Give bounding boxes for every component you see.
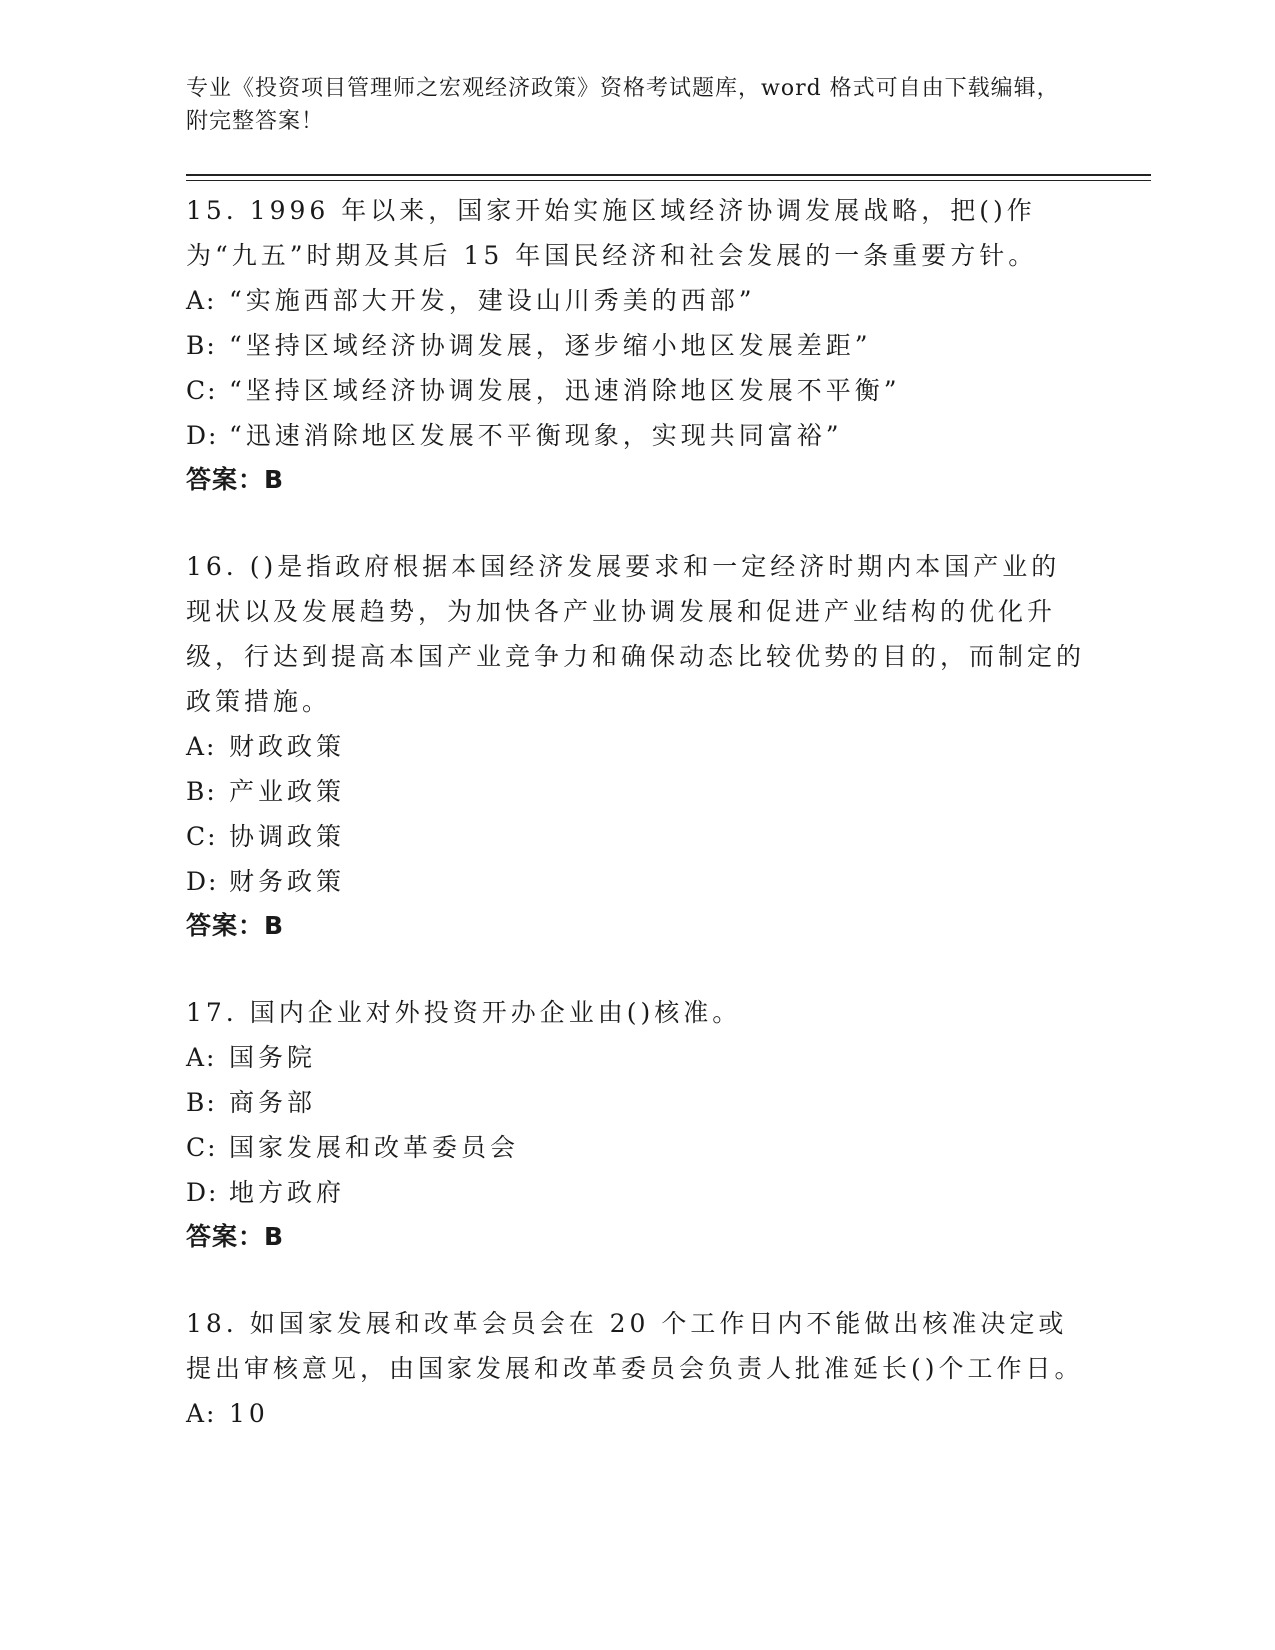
option-letter: C:: [186, 1133, 218, 1162]
option-text: 财务政策: [229, 867, 346, 896]
option-text: “实施西部大开发，建设山川秀美的西部”: [229, 286, 756, 315]
answer-line: 答案：B: [186, 465, 285, 494]
option-text: 商务部: [229, 1088, 317, 1117]
option-letter: D:: [186, 421, 219, 450]
option-text: 地方政府: [229, 1178, 346, 1207]
option-letter: A:: [186, 1399, 217, 1428]
option-letter: C:: [186, 822, 218, 851]
question-16: [186, 544, 1086, 948]
option-text: 10: [229, 1399, 269, 1428]
option-text: “坚持区域经济协调发展，逐步缩小地区发展差距”: [229, 331, 872, 360]
question-15: [186, 188, 1086, 502]
answer-line: 答案：B: [186, 1222, 285, 1251]
header-rule-thick: [186, 174, 1151, 176]
option-d: [186, 1170, 1086, 1215]
option-b: [186, 323, 1086, 368]
option-text: 财政政策: [229, 732, 346, 761]
option-a: [186, 278, 1086, 323]
option-letter: C:: [186, 376, 218, 405]
option-a: [186, 724, 1086, 769]
option-letter: B:: [186, 331, 217, 360]
option-d: [186, 413, 1086, 458]
option-a: [186, 1035, 1086, 1080]
option-c: [186, 814, 1086, 859]
header-rule-thin: [186, 180, 1151, 181]
option-letter: A:: [186, 1043, 217, 1072]
option-letter: D:: [186, 1178, 219, 1207]
question-list: [186, 188, 1086, 1478]
question-stem: 17. 国内企业对外投资开办企业由()核准。: [186, 998, 742, 1027]
option-letter: B:: [186, 1088, 217, 1117]
option-c: [186, 368, 1086, 413]
option-b: [186, 769, 1086, 814]
option-d: [186, 859, 1086, 904]
option-text: 协调政策: [229, 822, 346, 851]
question-17: [186, 990, 1086, 1259]
option-text: “迅速消除地区发展不平衡现象，实现共同富裕”: [229, 421, 843, 450]
question-stem: 15. 1996 年以来，国家开始实施区域经济协调发展战略，把()作为“九五”时期及其后 15 年国民经济和社会发展的一条重要方针。: [186, 196, 1038, 270]
document-header: 专业《投资项目管理师之宏观经济政策》资格考试题库，word 格式可自由下载编辑，附完整答案！: [186, 76, 1060, 134]
option-text: “坚持区域经济协调发展，迅速消除地区发展不平衡”: [229, 376, 901, 405]
question-stem: 16. ()是指政府根据本国经济发展要求和一定经济时期内本国产业的现状以及发展趋势，为加快各产业协调发展和促进产业结构的优化升级，行达到提高本国产业竞争力和确保动态比较优势的目的，而制定的政策措施。: [186, 552, 1086, 716]
option-a: [186, 1391, 1086, 1436]
option-letter: D:: [186, 867, 219, 896]
option-letter: B:: [186, 777, 217, 806]
option-letter: A:: [186, 286, 217, 315]
question-stem: 18. 如国家发展和改革会员会在 20 个工作日内不能做出核准决定或提出审核意见，由国家发展和改革委员会负责人批准延长()个工作日。: [186, 1309, 1084, 1383]
option-text: 国务院: [229, 1043, 317, 1072]
answer-line: 答案：B: [186, 911, 285, 940]
option-letter: A:: [186, 732, 217, 761]
question-18: [186, 1301, 1086, 1436]
option-c: [186, 1125, 1086, 1170]
option-b: [186, 1080, 1086, 1125]
option-text: 产业政策: [229, 777, 346, 806]
option-text: 国家发展和改革委员会: [229, 1133, 520, 1162]
